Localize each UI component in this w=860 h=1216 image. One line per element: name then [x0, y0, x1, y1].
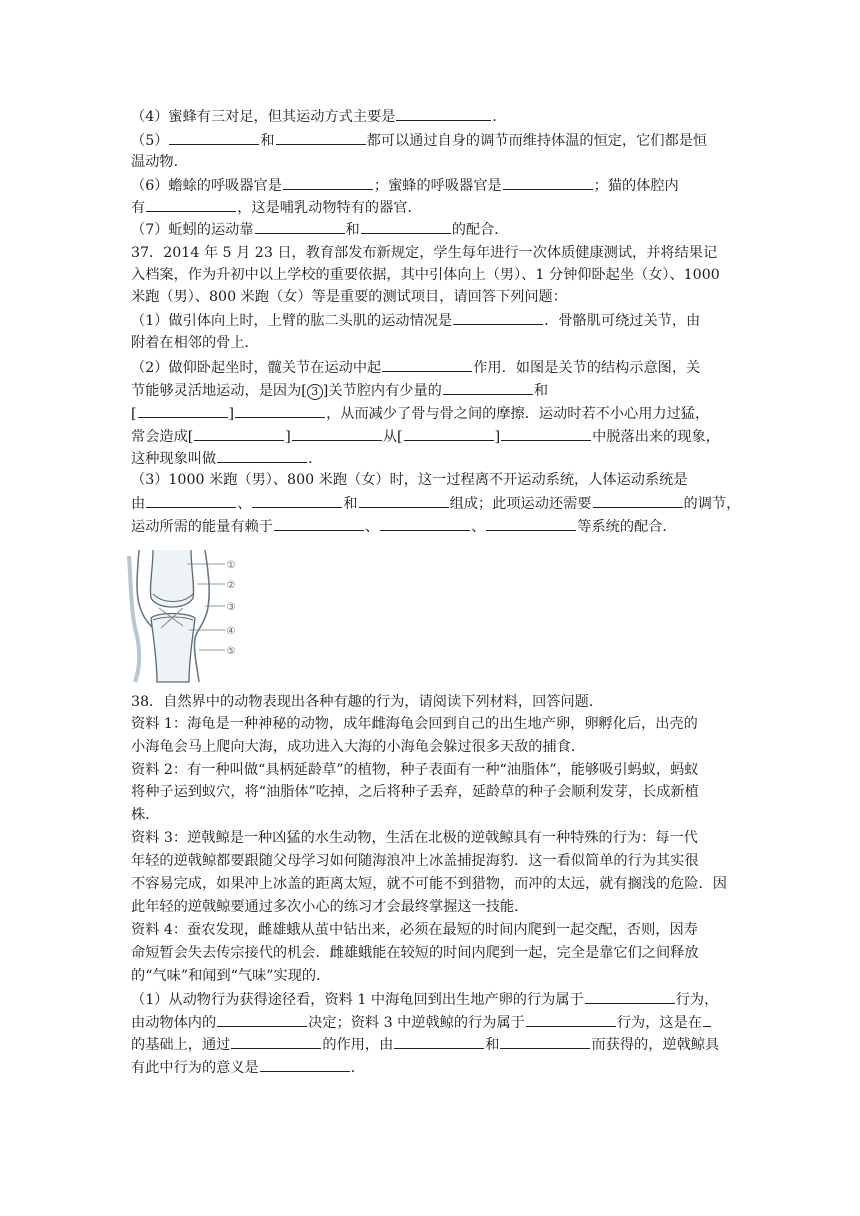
q37-text: 运动所需的能量有赖于: [131, 519, 273, 535]
q37-part2c: [131, 403, 731, 424]
answer-blank[interactable]: [585, 989, 675, 1004]
q37-text: 作用．如图是关节的结构示意图，关: [473, 360, 701, 376]
answer-blank[interactable]: [283, 175, 373, 190]
q37-text: 、: [364, 519, 380, 535]
q37-text: 节能够灵活地运动，是因为[: [131, 383, 307, 399]
q36-text: ；蜜蜂的呼吸器官是: [373, 178, 502, 194]
q36-text: 和: [345, 222, 360, 238]
figure-label-5: ⑤: [226, 646, 236, 657]
q37-text: [: [131, 406, 137, 422]
answer-blank[interactable]: [396, 106, 491, 121]
q38-material-4: [131, 943, 731, 963]
q38-text: 资料 4：蚕农发现，雌雄蛾从茧中钻出来，必须在最短的时间内爬到一起交配，否则，因寿: [131, 922, 698, 938]
answer-blank[interactable]: [235, 403, 325, 418]
q38-text: （1）从动物行为获得途径看，资料 1 中海龟回到出生地产卵的行为属于: [131, 992, 584, 1008]
q36-line-7: [131, 219, 731, 240]
q38-part1d: [131, 1057, 731, 1078]
q37-text: 常会造成[: [131, 429, 194, 445]
q37-part2: [131, 357, 731, 378]
q36-text: 和: [260, 133, 275, 149]
q36-text: ，这是哺乳动物特有的器官．: [237, 200, 422, 216]
q37-text: ，从而减少了骨与骨之间的摩擦．运动时若不小心用力过猛，: [326, 406, 710, 422]
answer-blank[interactable]: [380, 516, 470, 531]
answer-blank[interactable]: [500, 1034, 590, 1049]
q36-text: 的配合．: [451, 222, 509, 238]
q36-text: （4）蜜蜂有三对足，但其运动方式主要是: [131, 109, 396, 125]
q37-text: ．: [308, 451, 323, 467]
answer-blank[interactable]: [593, 493, 683, 508]
answer-blank[interactable]: [252, 493, 342, 508]
q37-part2e: [131, 448, 731, 469]
figure-label-2: ②: [226, 580, 236, 591]
q38-text: 而获得的，逆戟鲸具: [591, 1037, 720, 1053]
answer-blank[interactable]: [382, 357, 472, 372]
q37-text: 、: [471, 519, 486, 535]
q37-stem: [131, 243, 731, 263]
q36-text: 有: [131, 200, 146, 216]
q37-text: 米跑（男）、800 米跑（女）等是重要的测试项目，请回答下列问题：: [131, 289, 567, 305]
figure-label-4: ④: [226, 626, 236, 637]
answer-blank[interactable]: [146, 197, 236, 212]
q37-text: ]: [228, 406, 235, 422]
answer-blank[interactable]: [194, 426, 284, 441]
q37-text: 和: [533, 383, 549, 399]
q37-stem: [131, 265, 731, 285]
q37-part1: [131, 310, 731, 331]
q37-part3b: [131, 493, 741, 514]
q37-text: ．骨骼肌可绕过关节，由: [544, 313, 701, 329]
q36-text: 温动物．: [131, 154, 188, 170]
answer-blank[interactable]: [146, 493, 236, 508]
answer-blank[interactable]: [453, 310, 543, 325]
figure-label-1: ①: [226, 560, 236, 571]
answer-blank[interactable]: [255, 219, 345, 234]
q37-text: （3）1000 米跑（男）、800 米跑（女）时，这一过程离不开运动系统，人体运动系统是: [131, 472, 688, 488]
q36-text: 都可以通过自身的调节而维持体温的恒定，它们都是恒: [366, 133, 708, 149]
answer-blank[interactable]: [443, 380, 533, 395]
answer-blank[interactable]: [526, 1012, 616, 1027]
answer-blank[interactable]: [404, 426, 494, 441]
answer-blank[interactable]: [231, 1034, 321, 1049]
answer-blank[interactable]: [703, 1012, 711, 1027]
q37-text: 等系统的配合．: [577, 519, 677, 535]
q37-text: 37．2014 年 5 月 23 日，教育部发布新规定，学生每年进行一次体质健康测试，并将结果记: [131, 245, 718, 261]
q38-text: 此年轻的逆戟鲸要通过多次小心的练习才会最终掌握这一技能．: [131, 899, 529, 915]
q36-line-5: [131, 130, 731, 151]
q36-line-4: [131, 106, 731, 127]
q38-stem: [131, 692, 731, 712]
q38-text: 命短暂会失去传宗接代的机会．雌雄蛾能在较短的时间内爬到一起，完全是靠它们之间释放: [131, 945, 699, 961]
q36-text: ；猫的体腔内: [593, 178, 679, 194]
q38-text: 的“气味”和闻到“气味”实现的．: [131, 968, 331, 984]
q38-text: 不容易完成，如果冲上冰盖的距离太短，就不可能不到猎物，而冲的太远，就有搁浅的危险．因: [131, 876, 727, 892]
answer-blank[interactable]: [274, 516, 364, 531]
answer-blank[interactable]: [359, 493, 449, 508]
q38-material-2: [131, 782, 731, 802]
q38-text: 决定；资料 3 中逆戟鲸的行为属于: [308, 1015, 525, 1031]
q37-text: 的调节，: [683, 496, 741, 512]
q37-part2d: [131, 426, 731, 447]
q37-text: 从[: [382, 429, 403, 445]
q38-text: 年轻的逆戟鲸都要跟随父母学习如何随海浪冲上冰盖捕捉海豹．这一看似简单的行为其实很: [131, 853, 699, 869]
q37-stem: [131, 287, 731, 307]
q38-material-1: [131, 737, 731, 757]
q38-text: 由动物体内的: [131, 1015, 217, 1031]
q38-material-3: [131, 897, 731, 917]
answer-blank[interactable]: [260, 1057, 350, 1072]
q38-text: 资料 2：有一种叫做“具柄延龄草”的植物，种子表面有一种“油脂体”，能够吸引蚂蚁，蚂蚁: [131, 762, 699, 778]
q36-line-5b: [131, 152, 731, 172]
q36-line-6: [131, 175, 731, 196]
joint-structure-figure: [127, 546, 242, 684]
q37-part1b: [131, 333, 731, 353]
answer-blank[interactable]: [138, 403, 228, 418]
q38-material-3: [131, 851, 731, 871]
answer-blank[interactable]: [169, 130, 259, 145]
q38-text: 和: [485, 1037, 500, 1053]
answer-blank[interactable]: [503, 175, 593, 190]
q37-text: 入档案，作为升初中以上学校的重要依据，其中引体向上（男）、1 分钟仰卧起坐（女）、1000: [131, 267, 720, 283]
q36-text: ．: [492, 109, 507, 125]
answer-blank[interactable]: [217, 1012, 307, 1027]
q38-material-4: [131, 920, 731, 940]
q37-text: 、: [237, 496, 252, 512]
figure-label-3: ③: [226, 602, 236, 613]
q38-material-3: [131, 874, 731, 894]
q37-text: （2）做仰卧起坐时，髋关节在运动中起: [131, 360, 382, 376]
answer-blank[interactable]: [361, 219, 451, 234]
q38-text: ．: [350, 1060, 365, 1076]
q37-text: （1）做引体向上时，上臂的肱二头肌的运动情况是: [131, 313, 453, 329]
answer-blank[interactable]: [486, 516, 576, 531]
q38-part1: [131, 989, 731, 1010]
q38-text: 小海龟会马上爬向大海，成功进入大海的小海龟会躲过很多天敌的捕食．: [131, 739, 586, 755]
q38-part1c: [131, 1034, 731, 1055]
q38-material-1: [131, 714, 731, 734]
q37-part2b: [131, 380, 731, 401]
q38-text: 有此中行为的意义是: [131, 1060, 259, 1076]
q38-material-3: [131, 828, 731, 848]
q38-text: 株．: [131, 807, 160, 823]
q38-text: 行为，这是在: [616, 1015, 702, 1031]
q37-part3: [131, 470, 731, 490]
q38-text: 38．自然界中的动物表现出各种有趣的行为，请阅读下列材料，回答问题．: [131, 694, 604, 710]
answer-blank[interactable]: [501, 426, 591, 441]
q38-text: 的基础上，通过: [131, 1037, 231, 1053]
q38-text: 将种子运到蚁穴，将“油脂体”吃掉，之后将种子丢弃，延龄草的种子会顺利发芽，长成新植: [131, 784, 699, 800]
q38-material-2: [131, 805, 731, 825]
q36-text: （7）蚯蚓的运动靠: [131, 222, 254, 238]
q38-material-2: [131, 760, 731, 780]
q37-text: 由: [131, 496, 146, 512]
q37-part3c: [131, 516, 731, 537]
q38-text: 资料 3：逆戟鲸是一种凶猛的水生动物，生活在北极的逆戟鲸具有一种特殊的行为：每一代: [131, 830, 698, 846]
answer-blank[interactable]: [292, 426, 382, 441]
q38-material-4: [131, 966, 731, 986]
answer-blank[interactable]: [276, 130, 366, 145]
q37-text: 组成；此项运动还需要: [449, 496, 592, 512]
answer-blank[interactable]: [217, 448, 307, 463]
q36-line-6b: [131, 197, 731, 218]
q36-text: （6）蟾蜍的呼吸器官是: [131, 178, 282, 194]
q37-text: ]: [494, 429, 501, 445]
q38-part1b: [131, 1012, 731, 1033]
q37-text: 附着在相邻的骨上．: [131, 335, 259, 351]
answer-blank[interactable]: [394, 1034, 484, 1049]
q37-text: 中脱落出来的现象，: [592, 429, 720, 445]
q37-text: ]关节腔内有少量的: [322, 383, 442, 399]
q37-text: ]: [285, 429, 291, 445]
q38-text: 的作用，由: [322, 1037, 394, 1053]
q38-text: 行为，: [675, 992, 719, 1008]
q36-text: （5）: [131, 133, 169, 149]
q37-text: 和: [343, 496, 358, 512]
q37-text: 这种现象叫做: [131, 451, 217, 467]
circled-number: 3: [307, 384, 323, 400]
q38-text: 资料 1：海龟是一种神秘的动物，成年雌海龟会回到自己的出生地产卵，卵孵化后，出壳的: [131, 716, 698, 732]
